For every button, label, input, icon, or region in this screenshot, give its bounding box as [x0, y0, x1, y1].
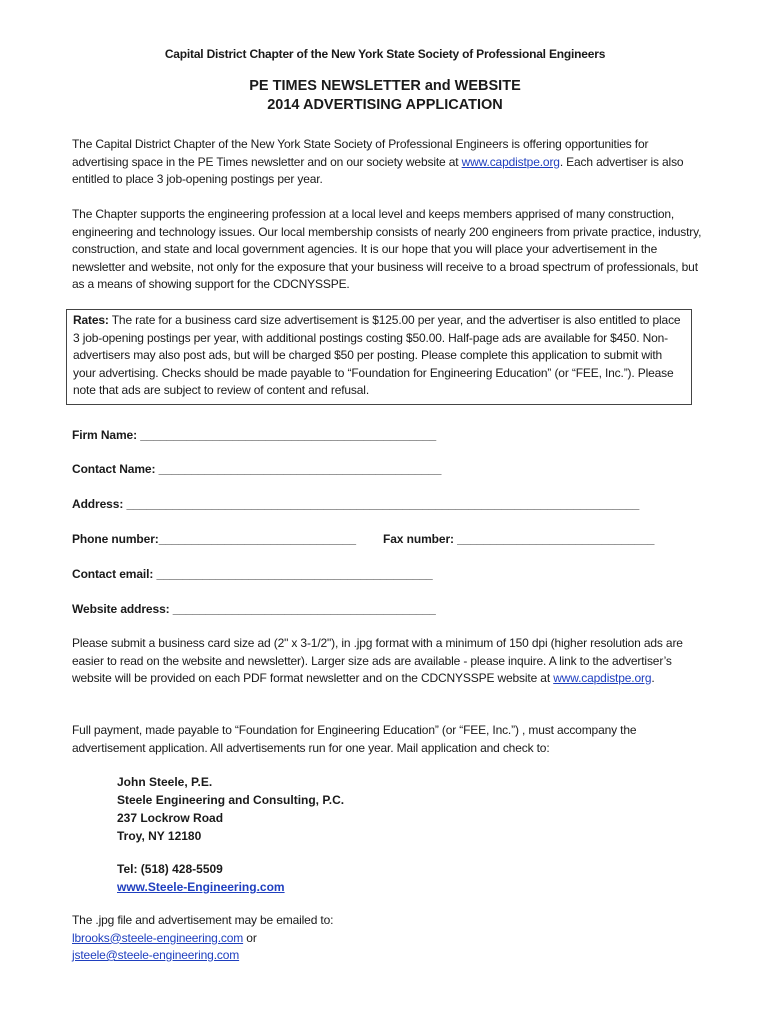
- intro-paragraph-1: [72, 136, 702, 189]
- rates-box: [66, 309, 692, 405]
- mailing-address: [117, 773, 344, 845]
- contact-street: 237 Lockrow Road: [117, 811, 224, 825]
- capdistpe-link-2[interactable]: www.capdistpe.org: [553, 671, 652, 685]
- email-section: [72, 912, 702, 965]
- intro-p1-text: The Capital District Chapter of the New York State Society of Professional Engineers is offering opportunities for advertising space in the PE Times newsletter and on our society website at: [72, 137, 649, 169]
- org-header: Capital District Chapter of the New York State Society of Professional Engineers: [164, 47, 606, 61]
- address-field[interactable]: Address: ______________________________________________________________________________: [72, 497, 640, 511]
- title-line-1: PE TIMES NEWSLETTER and WEBSITE: [249, 78, 521, 94]
- contact-name-field[interactable]: Contact Name: ___________________________________________: [72, 462, 442, 476]
- email-link-jsteele[interactable]: jsteele@steele-engineering.com: [72, 948, 240, 962]
- contact-details: [117, 860, 285, 896]
- intro-paragraph-2: The Chapter supports the engineering profession at a local level and keeps members apprised of many construction, engineering and technology issues. Our local membership consists of nearly 200 engineers from private practice, industry, construction, and state and local government agencies. It is our hope that you will place your advertisement in the newsletter and website, not only for the exposure that your business will receive to a broad spectrum of professionals, but as a means of showing support for the CDCNYSSPE.: [72, 207, 702, 291]
- phone-number-field[interactable]: Phone number:______________________________: [72, 532, 356, 546]
- email-or: or: [243, 930, 257, 945]
- contact-city: Troy, NY 12180: [117, 829, 202, 843]
- fax-number-field[interactable]: Fax number: ______________________________: [383, 532, 655, 546]
- rates-label: Rates:: [73, 313, 109, 327]
- submission-text: Please submit a business card size ad (2" x 3-1/2"), in .jpg format with a minimum of 150 dpi (higher resolution ads are easier to read on the website and newsletter). Larger size ads are available - please inquire. A link to the advertiser’s website will be provided on each PDF format newsletter and on the CDCNYSSPE website at: [72, 636, 683, 685]
- email-link-lbrooks[interactable]: lbrooks@steele-engineering.com: [72, 930, 244, 945]
- intro-p1-tail: . Each advertiser is also entitled to place 3 job-opening postings per year.: [72, 154, 684, 186]
- contact-company: Steele Engineering and Consulting, P.C.: [117, 793, 345, 807]
- submission-paragraph: [72, 635, 702, 688]
- rates-text: The rate for a business card size advertisement is $125.00 per year, and the advertiser is also entitled to place 3 job-opening postings per year, with additional postings costing $50.00. Half-page ads are available for $450. Non-advertisers may also post ads, but will be charged $50 per posting. Please complete this application to submit with your advertising. Checks should be made payable to “Foundation for Engineering Education” (or “FEE, Inc.”). Please note that ads are subject to review of content and refusal.: [73, 313, 681, 397]
- page-title: [0, 77, 770, 115]
- firm-name-field[interactable]: Firm Name: _____________________________________________: [72, 428, 437, 442]
- capdistpe-link[interactable]: www.capdistpe.org: [461, 154, 560, 169]
- submission-tail: .: [651, 671, 655, 685]
- steele-engineering-link[interactable]: www.Steele-Engineering.com: [117, 880, 285, 894]
- payment-paragraph: Full payment, made payable to “Foundation for Engineering Education” (or “FEE, Inc.”) , must accompany the advertisement application. All advertisements run for one year. Mail application and check to:: [72, 723, 637, 755]
- contact-tel: Tel: (518) 428-5509: [117, 862, 223, 876]
- website-address-field[interactable]: Website address: ________________________________________: [72, 602, 436, 616]
- email-intro: The .jpg file and advertisement may be emailed to:: [72, 913, 334, 927]
- title-line-2: 2014 ADVERTISING APPLICATION: [267, 97, 503, 113]
- contact-person: John Steele, P.E.: [117, 775, 213, 789]
- contact-email-field[interactable]: Contact email: __________________________________________: [72, 567, 433, 581]
